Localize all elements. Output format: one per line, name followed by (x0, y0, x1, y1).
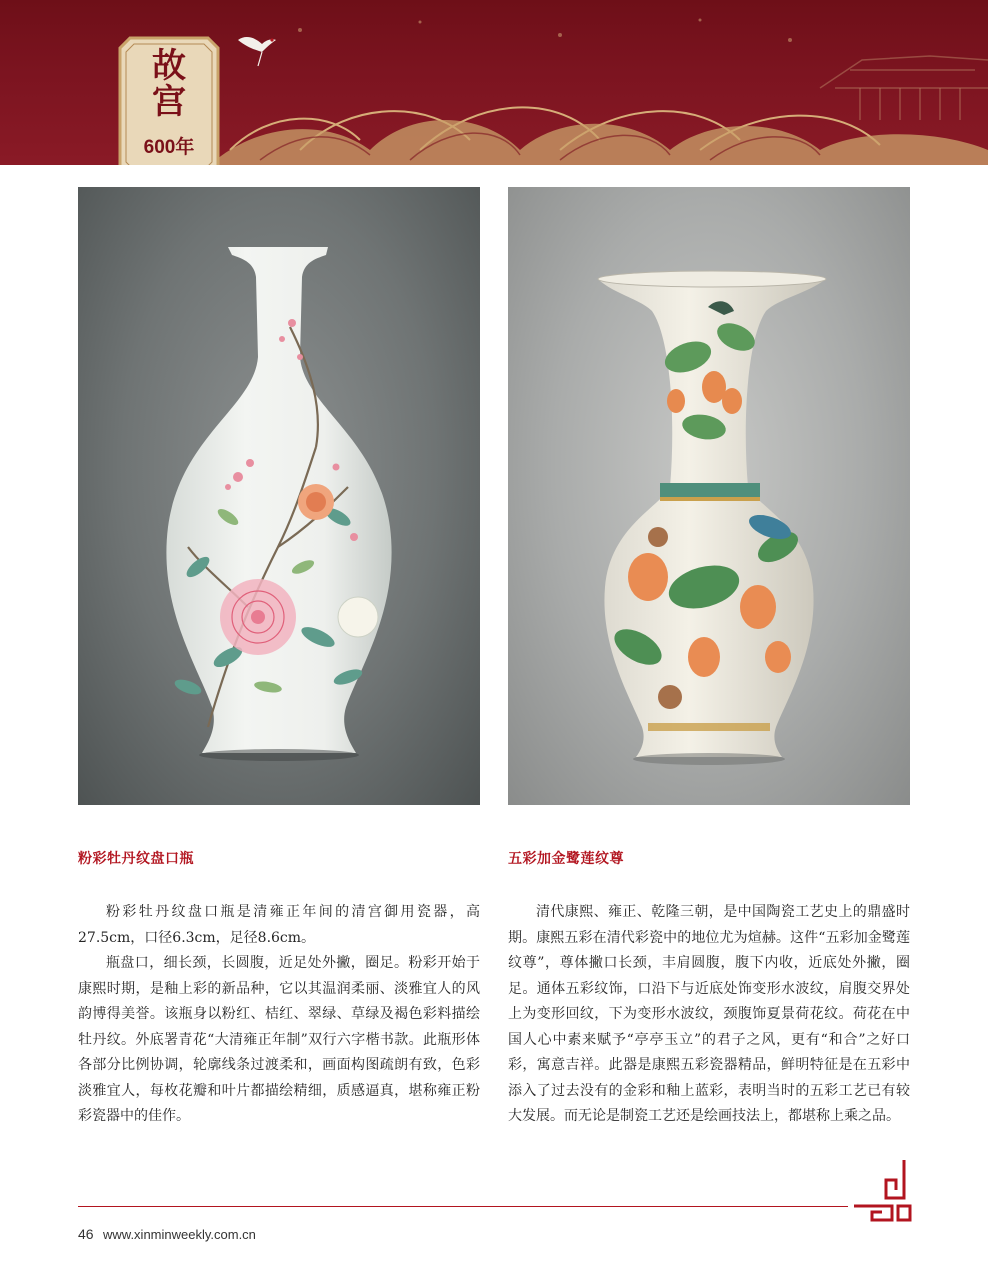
left-article-body (78, 900, 480, 1130)
photo-wucai-lotus-vase (508, 187, 910, 805)
paragraph: 瓶盘口，细长颈，长圆腹，近足处外撇，圈足。粉彩开始于康熙时期，是釉上彩的新品种，它以其温润柔丽、淡雅宜人的风韵博得美誉。该瓶身以粉红、桔红、翠绿、草绿及褐色彩料描绘牡丹纹。外底署青花“大清雍正年制”双行六字楷书款。此瓶形体各部分比例协调，轮廓线条过渡柔和，画面构图疏朗有致，色彩淡雅宜人，每枚花瓣和叶片都描绘精细，质感逼真，堪称雍正粉彩瓷器中的佳作。 (78, 955, 480, 1124)
famille-rose-vase-illustration (78, 187, 480, 805)
palace-600-badge (116, 34, 222, 165)
caption-left: 粉彩牡丹纹盘口瓶 (78, 850, 194, 866)
header-banner (0, 0, 988, 165)
right-article-body (508, 900, 910, 1130)
page-number: 46 (78, 1226, 94, 1242)
website-link[interactable]: www.xinminweekly.com.cn (103, 1227, 256, 1242)
crane-icon (238, 37, 276, 66)
photo-famille-rose-vase (78, 187, 480, 805)
footer-rule (78, 1206, 848, 1207)
paragraph: 粉彩牡丹纹盘口瓶是清雍正年间的清宫御用瓷器，高27.5cm，口径6.3cm，足径8.6cm。 (78, 904, 480, 946)
caption-right: 五彩加金鹭莲纹尊 (508, 850, 624, 866)
fret-ornament-icon (852, 1158, 912, 1222)
paragraph: 清代康熙、雍正、乾隆三朝，是中国陶瓷工艺史上的鼎盛时期。康熙五彩在清代彩瓷中的地位尤为煊赫。这件“五彩加金鹭莲纹尊”，尊体撇口长颈，丰肩圆腹，腹下内收，近底处外撇，圈足。通体五彩纹饰，口沿下与近底处饰变形水波纹，肩腹交界处上为变形回纹，下为变形水波纹，颈腹饰夏景荷花纹。荷花在中国人心中素来赋予“亭亭玉立”的君子之风，更有“和合”之好口彩，寓意吉祥。此器是康熙五彩瓷器精品，鲜明特征是在五彩中添入了过去没有的金彩和釉上蓝彩，表明当时的五彩工艺已有较大发展。而无论是制瓷工艺还是绘画技法上，都堪称上乘之品。 (508, 904, 910, 1124)
badge-character-gu: 故 (152, 46, 186, 86)
badge-character-gong: 宫 (152, 82, 186, 122)
wucai-lotus-vase-illustration (508, 187, 910, 805)
badge-600-years: 600年 (143, 137, 195, 158)
